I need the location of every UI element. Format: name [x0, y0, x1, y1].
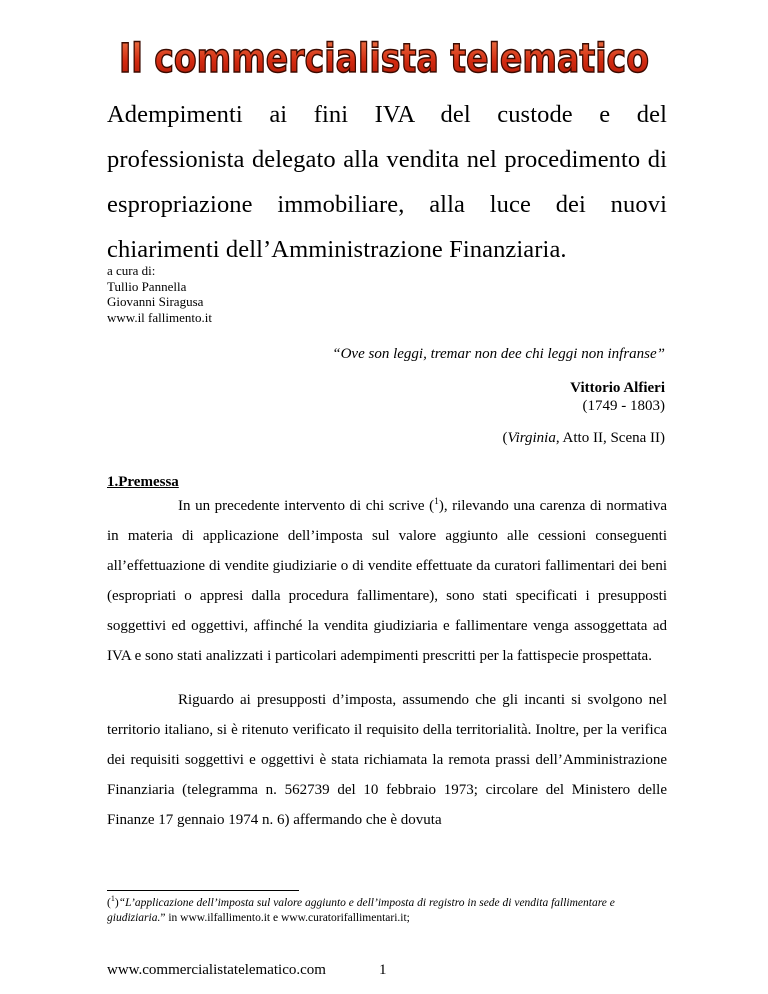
logo-text: Il commercialista telematico — [119, 36, 649, 82]
epigraph-quote: “Ove son leggi, tremar non dee chi leggi non infranse” — [332, 346, 665, 362]
logo-wordmark-icon — [104, 30, 664, 86]
footnote — [107, 896, 667, 926]
footnote-title: “L’applicazione dell’imposta sul valore aggiunto e dell’imposta di registro in sede di vendita fallimentare e giudiziaria. — [107, 897, 615, 924]
author-name: Giovanni Siragusa — [107, 294, 204, 309]
footnote-rest: ” in www.ilfallimento.it e www.curatorifallimentari.it; — [160, 912, 410, 924]
author-name: Tullio Pannella — [107, 278, 187, 294]
page-number: 1 — [379, 962, 387, 978]
footer-website: www.commercialistatelematico.com — [107, 962, 326, 978]
source-work: Virginia — [507, 430, 556, 446]
epigraph-source — [503, 430, 665, 447]
footnote-close: ) — [114, 897, 119, 909]
footnote-reference[interactable]: 1 — [434, 497, 439, 507]
paragraph-1 — [107, 491, 667, 671]
paragraph-text: In un precedente intervento di chi scrive ( — [178, 498, 435, 514]
paragraph-2: Riguardo ai presupposti d’imposta, assumendo che gli incanti si svolgono nel territorio italiano, si è ritenuto verificato il requisito della territorialità. Inoltre, per la verifica dei requisiti soggettivi e oggettivi è stata richiamata la remota prassi dell’Amministrazione Finanziaria (telegramma n. 562739 del 10 febbraio 1973; circolare del Ministero delle Finanze 17 gennaio 1974 n. 6) affermando che è dovuta — [107, 692, 667, 828]
byline — [107, 263, 212, 325]
footnote-open: ( — [107, 897, 111, 909]
byline-website: www.il fallimento.it — [107, 309, 212, 325]
source-open: ( — [502, 430, 508, 446]
section-heading: 1.Premessa — [107, 474, 179, 490]
site-logo — [0, 30, 768, 86]
document-title: Adempimenti ai fini IVA del custode e del professionista delegato alla vendita nel procedimento di espropriazione immobiliare, alla luce dei nuovi chiarimenti dell’Amministrazione Finanziaria. — [107, 101, 667, 263]
epigraph-dates: (1749 - 1803) — [582, 398, 665, 414]
footnote-number: 1 — [110, 894, 115, 904]
footnote-divider — [107, 890, 299, 891]
epigraph-author: Vittorio Alfieri — [570, 380, 665, 396]
byline-label: a cura di: — [107, 263, 156, 278]
paragraph-text: ), rilevando una carenza di normativa in materia di applicazione dell’imposta sul valore aggiunto alle cessioni conseguenti all’effettuazione di vendite giudiziarie o di vendite effettuate da curatori fallimentari dei beni (espropriati o appresi dalla procedura fallimentare), sono stati specificati i presupposti soggettivi ed oggettivi, affinché la vendita giudiziaria e fallimentare venga assoggettata ad IVA e sono stati analizzati i particolari adempimenti prescritti per la fattispecie prospettata. — [107, 498, 668, 664]
source-rest: , Atto II, Scena II) — [555, 430, 665, 446]
